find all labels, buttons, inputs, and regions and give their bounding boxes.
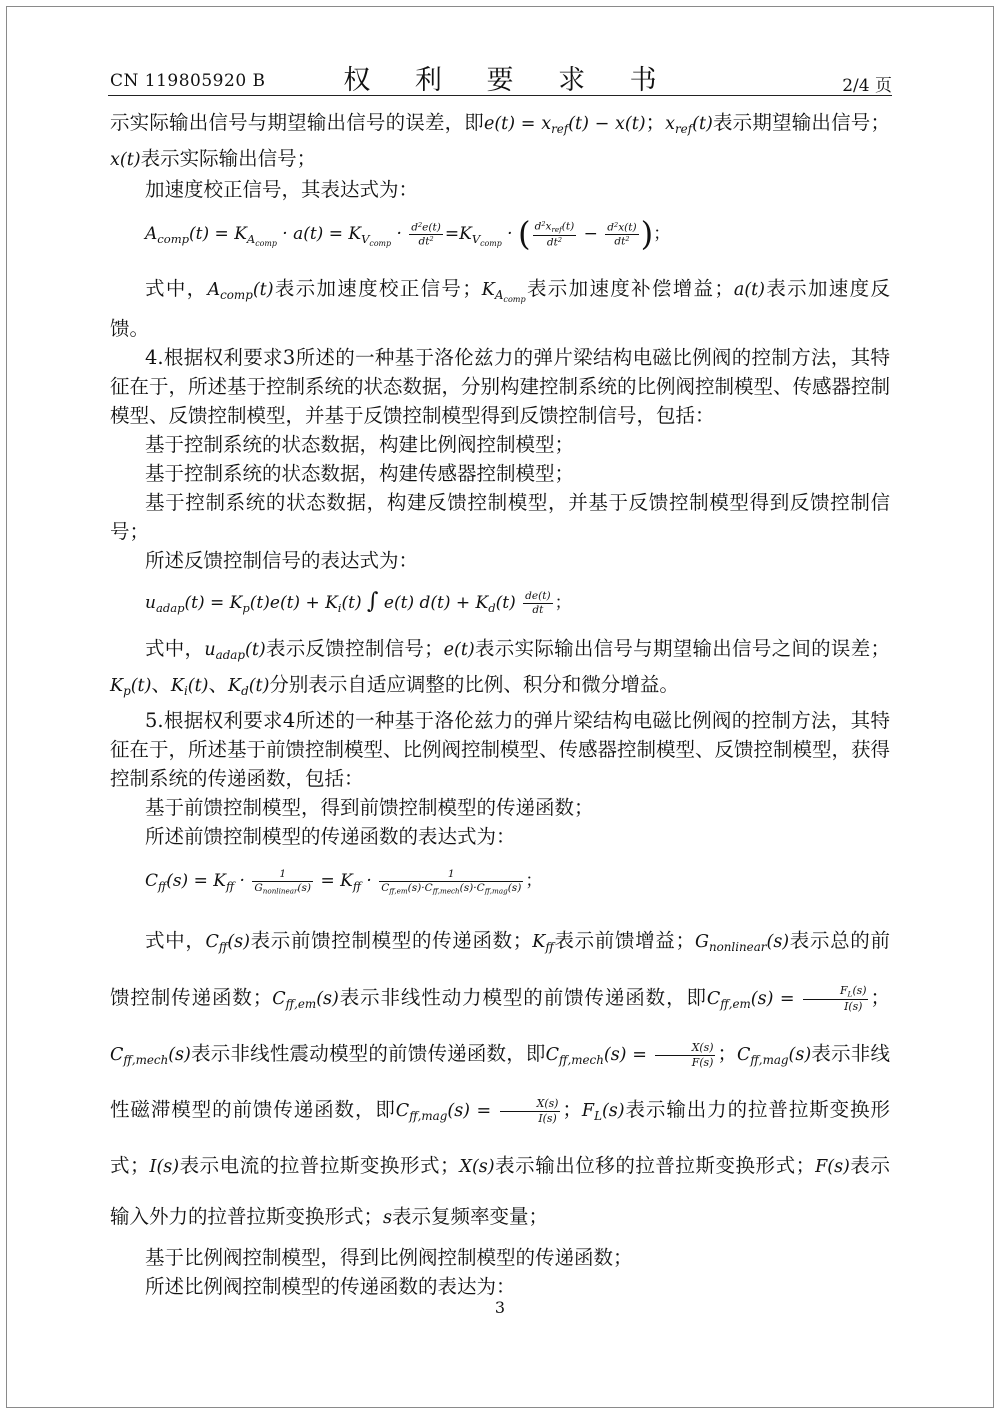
page-of: 2/4 页 xyxy=(842,76,892,96)
claim-4-step-3: 基于控制系统的状态数据，构建反馈控制模型，并基于反馈控制模型得到反馈控制信号； xyxy=(110,491,890,544)
claim-4-step-2: 基于控制系统的状态数据，构建传感器控制模型； xyxy=(145,462,575,486)
equation-feedforward: $C_{ff}(s) = K_{ff}$ · $\frac{1}{G_{nonlinear}(s)}$ = $K_{ff}$ · $\frac{1}{C_{ff,em}(s)\cdot C_{ff,mech}(s)\cdot C_{ff,mag}(s)}$ ； xyxy=(145,867,543,896)
equation-accel-comp: $A_{comp}(t) = K_{A_{comp}} \cdot a(t) = K_{V_{comp}}$ · $\frac{d^2e(t)}{dt^2}$ $=K_{V_{comp}}$ · ( $\frac{d^2x_{ref}(t)}{dt^2}$ − $\frac{d^2x(t)}{dt^2}$ )； xyxy=(145,215,671,254)
claim-4-step-1: 基于控制系统的状态数据，构建比例阀控制模型； xyxy=(145,433,575,457)
paragraph-feedback-where: 式中，$u_{adap}(t)$表示反馈控制信号；e(t)表示实际输出信号与期望输出信号之间的误差；$K_p(t)$、$K_i(t)$、$K_d(t)$分别表示自适应调整的比例、积分和微分增益。 xyxy=(110,637,890,699)
header-rule xyxy=(108,95,892,96)
page-number: 3 xyxy=(494,1298,506,1317)
claim-4: 4.根据权利要求3所述的一种基于洛伦兹力的弹片梁结构电磁比例阀的控制方法，其特征在于，所述基于控制系统的状态数据，分别构建控制系统的比例阀控制模型、传感器控制模型、反馈控制模型，并基于反馈控制模型得到反馈控制信号，包括： xyxy=(110,346,891,428)
claim-5-step-3: 基于比例阀控制模型，得到比例阀控制模型的传递函数； xyxy=(145,1246,633,1270)
equation-feedback: $u_{adap}(t) = K_p(t)e(t) + K_i(t)$ ∫ e(t) $d(t) + K_d(t)$ $\frac{de(t)}{dt}$ ； xyxy=(145,588,572,617)
patent-number: CN 119805920 B xyxy=(110,71,266,91)
claim-5-step-1: 基于前馈控制模型，得到前馈控制模型的传递函数； xyxy=(145,796,594,820)
claim-5-step-2: 所述前馈控制模型的传递函数的表达式为： xyxy=(145,825,516,849)
claim-4-step-4: 所述反馈控制信号的表达式为： xyxy=(145,549,419,573)
paragraph-accel-signal: 加速度校正信号，其表达式为： xyxy=(145,178,419,202)
paragraph-feedforward-where: 式中，$C_{ff}(s)$表示前馈控制模型的传递函数；$K_{ff}$表示前馈增益；$G_{nonlinear}(s)$表示总的前馈控制传递函数；$C_{ff,em}(s)$表示非线性动力模型的前馈传递函数，即$C_{ff,em}(s)$ = $\frac{F_L(s)}{I(s)}$ ；$C_{ff,mech}(s)$表示非线性震动模型的前馈传递函数，即$C_{ff,mech}(s)$ = $\frac{X(s)}{F(s)}$ ；$C_{ff,mag}(s)$表示非线性磁滞模型的前馈传递函数，即$C_{ff,mag}(s)$ = $\frac{X(s)}{I(s)}$ ；$F_L(s)$表示输出力的拉普拉斯变换形式；I(s)表示电流的拉普拉斯变换形式；X(s)表示输出位移的拉普拉斯变换形式；F(s)表示输入外力的拉普拉斯变换形式；s表示复频率变量； xyxy=(110,929,890,1229)
claim-5-step-4: 所述比例阀控制模型的传递函数的表达为： xyxy=(145,1275,516,1299)
claim-5: 5.根据权利要求4所述的一种基于洛伦兹力的弹片梁结构电磁比例阀的控制方法，其特征在于，所述基于前馈控制模型、比例阀控制模型、传感器控制模型、反馈控制模型，获得控制系统的传递函数，包括： xyxy=(110,709,891,791)
claims-body xyxy=(110,108,890,1301)
paragraph-accel-where: 式中，$A_{comp}(t)$表示加速度校正信号；$K_{A_{comp}}$表示加速度补偿增益；a(t)表示加速度反馈。 xyxy=(110,277,890,341)
paragraph-error-definition: 示实际输出信号与期望输出信号的误差，即$e(t) = x_{ref}(t) - x(t)$；$x_{ref}(t)$表示期望输出信号；x(t)表示实际输出信号； xyxy=(110,111,890,171)
document-title: 权 利 要 求 书 xyxy=(343,65,675,96)
